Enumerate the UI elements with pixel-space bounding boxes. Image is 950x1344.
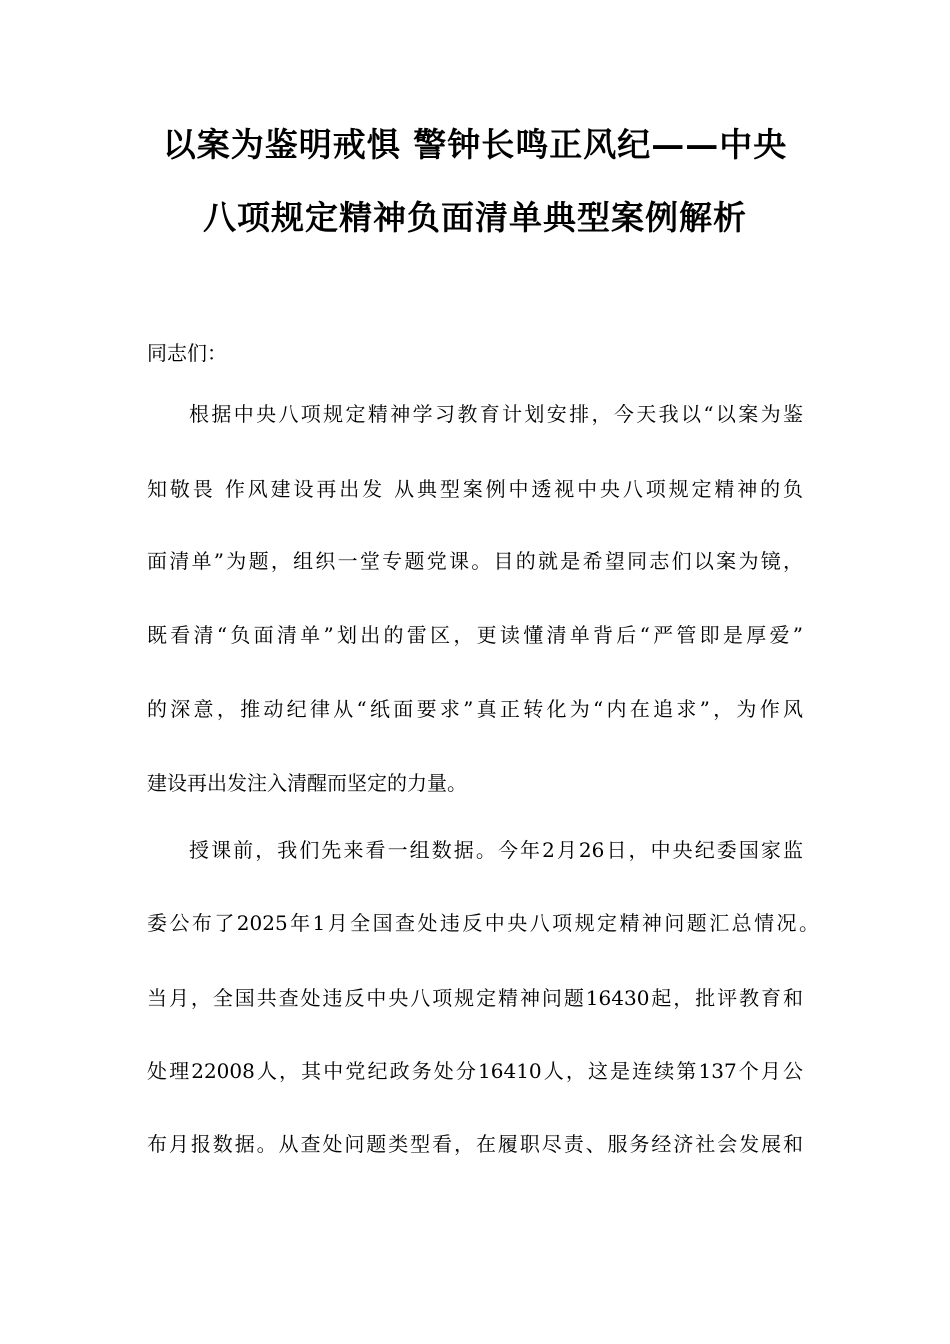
paragraph-line: 建设再出发注入清醒而坚定的力量。 — [147, 771, 467, 795]
paragraph-line: 的深意，推动纪律从“纸面要求”真正转化为“内在追求”，为作风 — [147, 697, 803, 721]
paragraph-line: 根据中央八项规定精神学习教育计划安排，今天我以“以案为鉴 — [189, 402, 803, 426]
paragraph-line: 处理22008人，其中党纪政务处分16410人，这是连续第137个月公 — [147, 1059, 803, 1083]
paragraph-line: 当月，全国共查处违反中央八项规定精神问题16430起，批评教育和 — [147, 986, 803, 1010]
paragraph-line: 布月报数据。从查处问题类型看，在履职尽责、服务经济社会发展和 — [147, 1132, 803, 1156]
salutation: 同志们： — [147, 341, 227, 365]
document-title-line-1: 以案为鉴明戒惧 警钟长鸣正风纪——中央 — [162, 125, 788, 164]
document-title-line-2: 八项规定精神负面清单典型案例解析 — [203, 198, 747, 237]
paragraph-line: 委公布了2025年1月全国查处违反中央八项规定精神问题汇总情况。 — [147, 911, 819, 935]
paragraph-line: 授课前，我们先来看一组数据。今年2月26日，中央纪委国家监 — [189, 838, 803, 862]
paragraph-line: 既看清“负面清单”划出的雷区，更读懂清单背后“严管即是厚爱” — [147, 623, 803, 647]
paragraph-line: 面清单”为题，组织一堂专题党课。目的就是希望同志们以案为镜， — [147, 549, 803, 573]
paragraph-line: 知敬畏 作风建设再出发 从典型案例中透视中央八项规定精神的负 — [147, 477, 803, 501]
